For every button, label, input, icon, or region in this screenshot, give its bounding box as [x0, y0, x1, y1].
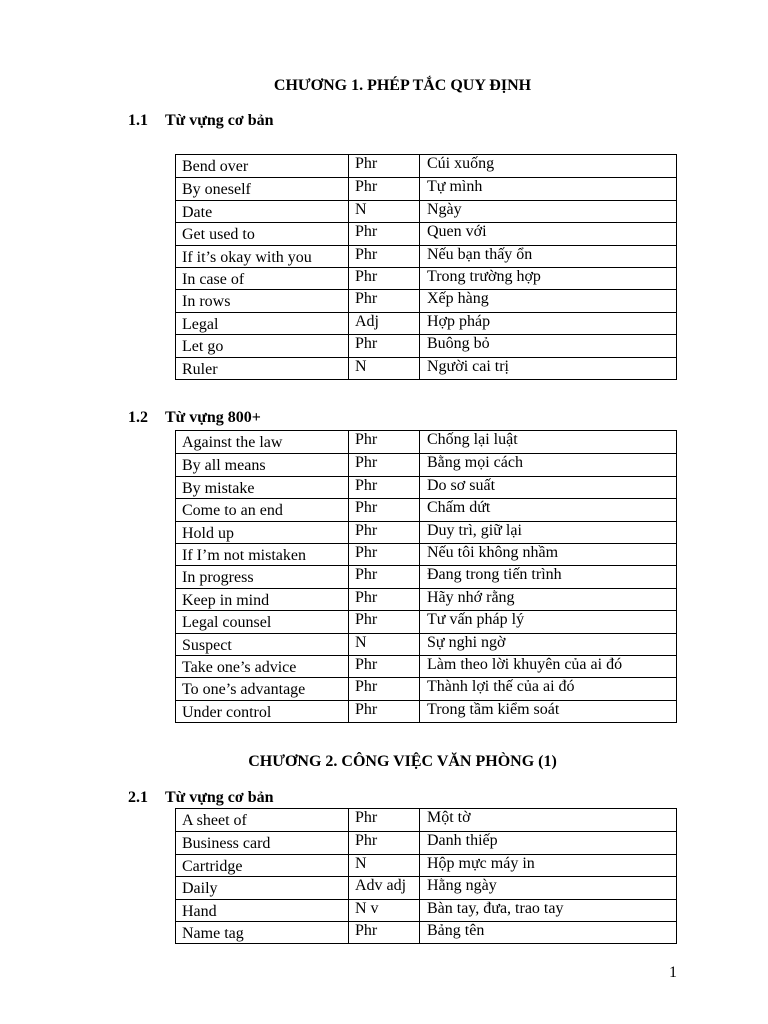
word-type-cell: Adv adj [348, 877, 419, 898]
term-cell: To one’s advantage [182, 681, 306, 699]
meaning-cell: Làm theo lời khuyên của ai đó [419, 656, 676, 677]
section-heading [128, 112, 274, 130]
term-cell: By all means [182, 457, 266, 475]
word-type-cell: N [348, 201, 419, 222]
vocab-row [176, 809, 676, 831]
vocab-row [176, 431, 676, 453]
term-cell: Take one’s advice [182, 658, 297, 676]
word-type-cell: Phr [348, 922, 419, 943]
term-cell: Ruler [182, 360, 218, 378]
term-cell: In case of [182, 270, 245, 288]
vocab-row [176, 200, 676, 222]
vocab-row [176, 543, 676, 565]
word-type-cell: Phr [348, 431, 419, 453]
meaning-cell: Trong trường hợp [419, 268, 676, 289]
vocab-row [176, 177, 676, 199]
word-type-cell: Phr [348, 809, 419, 831]
term-cell: Daily [182, 880, 218, 898]
vocab-row [176, 521, 676, 543]
vocab-row [176, 588, 676, 610]
word-type-cell: Phr [348, 223, 419, 244]
term-cell: If I’m not mistaken [182, 546, 306, 564]
chapter-title: CHƯƠNG 1. PHÉP TẮC QUY ĐỊNH [273, 77, 532, 94]
word-type-cell: Phr [348, 155, 419, 177]
meaning-cell: Do sơ suất [419, 477, 676, 498]
term-cell: Hold up [182, 524, 234, 542]
meaning-cell: Trong tầm kiểm soát [419, 701, 676, 722]
vocab-table [175, 154, 677, 380]
term-cell: Suspect [182, 636, 232, 654]
meaning-cell: Một tờ [419, 809, 676, 831]
meaning-cell: Quen với [419, 223, 676, 244]
vocab-row [176, 700, 676, 722]
vocab-row [176, 831, 676, 853]
word-type-cell: Phr [348, 611, 419, 632]
word-type-cell: Phr [348, 701, 419, 722]
vocab-row [176, 222, 676, 244]
word-type-cell: Phr [348, 566, 419, 587]
chapter-title: CHƯƠNG 2. CÔNG VIỆC VĂN PHÒNG (1) [248, 753, 557, 770]
term-cell: In progress [182, 569, 254, 587]
vocab-row [176, 334, 676, 356]
meaning-cell: Chống lại luật [419, 431, 676, 453]
meaning-cell: Danh thiếp [419, 832, 676, 853]
term-cell: Name tag [182, 924, 244, 942]
term-cell: Cartridge [182, 857, 243, 875]
word-type-cell: N [348, 634, 419, 655]
meaning-cell: Bàn tay, đưa, trao tay [419, 900, 676, 921]
vocab-row [176, 476, 676, 498]
meaning-cell: Hộp mực máy in [419, 855, 676, 876]
vocab-row [176, 498, 676, 520]
meaning-cell: Bảng tên [419, 922, 676, 943]
term-cell: Let go [182, 338, 224, 356]
term-cell: By mistake [182, 479, 255, 497]
word-type-cell: Phr [348, 589, 419, 610]
page-number: 1 [669, 964, 677, 981]
vocab-row [176, 677, 676, 699]
term-cell: Legal [182, 315, 219, 333]
term-cell: In rows [182, 293, 231, 311]
meaning-cell: Đang trong tiến trình [419, 566, 676, 587]
meaning-cell: Tư vấn pháp lý [419, 611, 676, 632]
vocab-row [176, 357, 676, 379]
meaning-cell: Xếp hàng [419, 290, 676, 311]
vocab-row [176, 155, 676, 177]
word-type-cell: Phr [348, 499, 419, 520]
term-cell: Keep in mind [182, 591, 270, 609]
section-heading [128, 789, 274, 807]
term-cell: Date [182, 203, 213, 221]
meaning-cell: Nếu tôi không nhầm [419, 544, 676, 565]
vocab-row [176, 876, 676, 898]
vocab-row [176, 312, 676, 334]
vocab-row [176, 921, 676, 943]
meaning-cell: Cúi xuống [419, 155, 676, 177]
word-type-cell: Phr [348, 477, 419, 498]
meaning-cell: Tự mình [419, 178, 676, 199]
vocab-row [176, 453, 676, 475]
term-cell: Bend over [182, 158, 249, 175]
section-title: Từ vựng 800+ [165, 409, 261, 426]
term-cell: Hand [182, 902, 217, 920]
word-type-cell: N [348, 358, 419, 379]
word-type-cell: Phr [348, 678, 419, 699]
vocab-row [176, 565, 676, 587]
vocab-row [176, 899, 676, 921]
term-cell: Come to an end [182, 502, 283, 520]
word-type-cell: Phr [348, 544, 419, 565]
vocab-row [176, 633, 676, 655]
term-cell: Legal counsel [182, 614, 272, 632]
vocab-row [176, 245, 676, 267]
word-type-cell: Phr [348, 656, 419, 677]
word-type-cell: Phr [348, 178, 419, 199]
section-title: Từ vựng cơ bản [165, 112, 274, 129]
vocab-table [175, 430, 677, 723]
word-type-cell: Phr [348, 268, 419, 289]
word-type-cell: Phr [348, 335, 419, 356]
meaning-cell: Người cai trị [419, 358, 676, 379]
term-cell: Get used to [182, 226, 255, 244]
word-type-cell: N [348, 855, 419, 876]
term-cell: Under control [182, 703, 272, 721]
word-type-cell: Phr [348, 832, 419, 853]
meaning-cell: Buông bỏ [419, 335, 676, 356]
term-cell: By oneself [182, 181, 251, 199]
vocab-row [176, 289, 676, 311]
word-type-cell: Phr [348, 522, 419, 543]
word-type-cell: Phr [348, 290, 419, 311]
meaning-cell: Hằng ngày [419, 877, 676, 898]
term-cell: A sheet of [182, 812, 247, 829]
meaning-cell: Hợp pháp [419, 313, 676, 334]
meaning-cell: Bằng mọi cách [419, 454, 676, 475]
meaning-cell: Nếu bạn thấy ổn [419, 246, 676, 267]
vocab-row [176, 267, 676, 289]
meaning-cell: Hãy nhớ rằng [419, 589, 676, 610]
meaning-cell: Duy trì, giữ lại [419, 522, 676, 543]
word-type-cell: Phr [348, 246, 419, 267]
meaning-cell: Thành lợi thế của ai đó [419, 678, 676, 699]
word-type-cell: N v [348, 900, 419, 921]
meaning-cell: Sự nghi ngờ [419, 634, 676, 655]
vocab-row [176, 610, 676, 632]
vocab-row [176, 854, 676, 876]
word-type-cell: Phr [348, 454, 419, 475]
section-heading [128, 409, 261, 427]
word-type-cell: Adj [348, 313, 419, 334]
term-cell: If it’s okay with you [182, 248, 312, 266]
section-title: Từ vựng cơ bản [165, 789, 274, 806]
term-cell: Business card [182, 835, 271, 853]
section-number: 1.1 [128, 112, 148, 129]
meaning-cell: Chấm dứt [419, 499, 676, 520]
vocab-row [176, 655, 676, 677]
meaning-cell: Ngày [419, 201, 676, 222]
term-cell: Against the law [182, 434, 283, 451]
section-number: 2.1 [128, 789, 148, 806]
section-number: 1.2 [128, 409, 148, 426]
vocab-table [175, 808, 677, 944]
